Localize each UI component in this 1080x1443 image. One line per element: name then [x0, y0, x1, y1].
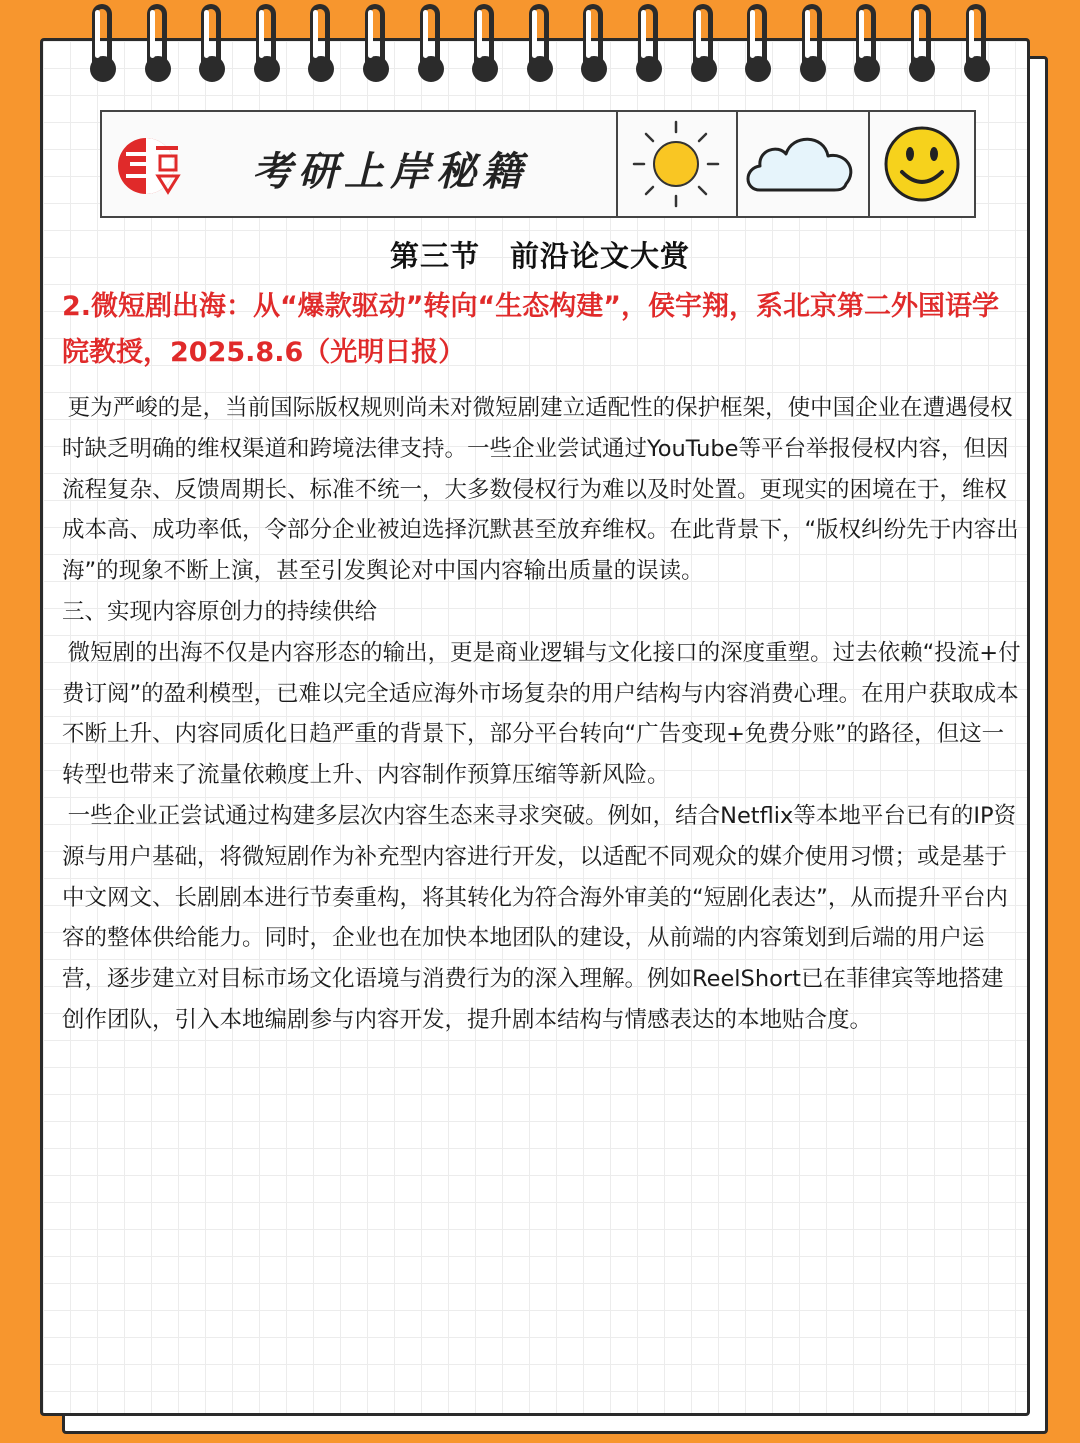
cloud-cell — [738, 112, 870, 216]
cloud-icon — [738, 112, 866, 216]
binding-ring — [583, 4, 603, 70]
binding-ring — [747, 4, 767, 70]
binding-ring — [911, 4, 931, 70]
spiral-binding — [0, 0, 1080, 90]
section-title: 第三节 前沿论文大赏 — [389, 239, 690, 273]
binding-ring — [147, 4, 167, 70]
header-title: 考研上岸秘籍 — [252, 148, 528, 195]
binding-ring — [420, 4, 440, 70]
binding-ring — [474, 4, 494, 70]
binding-ring — [365, 4, 385, 70]
binding-ring — [802, 4, 822, 70]
article-body — [62, 388, 1022, 1041]
binding-ring — [638, 4, 658, 70]
article-title: 2.微短剧出海：从“爆款驱动”转向“生态构建”，侯宇翔，系北京第二外国语学院教授，2025.8.6（光明日报） — [62, 291, 1000, 368]
smiley-cell — [870, 112, 974, 216]
subheading: 三、实现内容原创力的持续供给 — [62, 598, 378, 625]
paragraph-1: 更为严峻的是，当前国际版权规则尚未对微短剧建立适配性的保护框架，使中国企业在遭遇侵权时缺乏明确的维权渠道和跨境法律支持。一些企业尝试通过YouTube等平台举报侵权内容，但因流程复杂、反馈周期长、标准不统一，大多数侵权行为难以及时处置。更现实的困境在于，维权成本高、成功率低，令部分企业被迫选择沉默甚至放弃维权。在此背景下，“版权纠纷先于内容出海”的现象不断上演，甚至引发舆论对中国内容输出质量的误读。 — [62, 395, 1019, 585]
sun-cell — [618, 112, 738, 216]
header-banner — [100, 110, 976, 218]
paragraph-2: 微短剧的出海不仅是内容形态的输出，更是商业逻辑与文化接口的深度重塑。过去依赖“投流+付费订阅”的盈利模型，已难以完全适应海外市场复杂的用户结构与内容消费心理。在用户获取成本不断上升、内容同质化日趋严重的背景下，部分平台转向“广告变现+免费分账”的路径，但这一转型也带来了流量依赖度上升、内容制作预算压缩等新风险。 — [62, 639, 1021, 789]
smiley-icon — [870, 112, 974, 216]
paragraph-3: 一些企业正尝试通过构建多层次内容生态来寻求突破。例如，结合Netflix等本地平台已有的IP资源与用户基础，将微短剧作为补充型内容进行开发，以适配不同观众的媒介使用习惯；或是基于中文网文、长剧剧本进行节奏重构，将其转化为符合海外审美的“短剧化表达”，从而提升平台内容的整体供给能力。同时，企业也在加快本地团队的建设，从前端的内容策划到后端的用户运营，逐步建立对目标市场文化语境与消费行为的深入理解。例如ReelShort已在菲律宾等地搭建创作团队，引入本地编剧参与内容开发，提升剧本结构与情感表达的本地贴合度。 — [62, 802, 1017, 1033]
binding-ring — [966, 4, 986, 70]
sun-icon — [618, 112, 734, 216]
binding-ring — [529, 4, 549, 70]
binding-ring — [693, 4, 713, 70]
binding-ring — [201, 4, 221, 70]
binding-ring — [256, 4, 276, 70]
logo-icon — [116, 130, 188, 202]
binding-ring — [310, 4, 330, 70]
header-title-cell — [102, 112, 618, 216]
binding-ring — [92, 4, 112, 70]
binding-ring — [856, 4, 876, 70]
